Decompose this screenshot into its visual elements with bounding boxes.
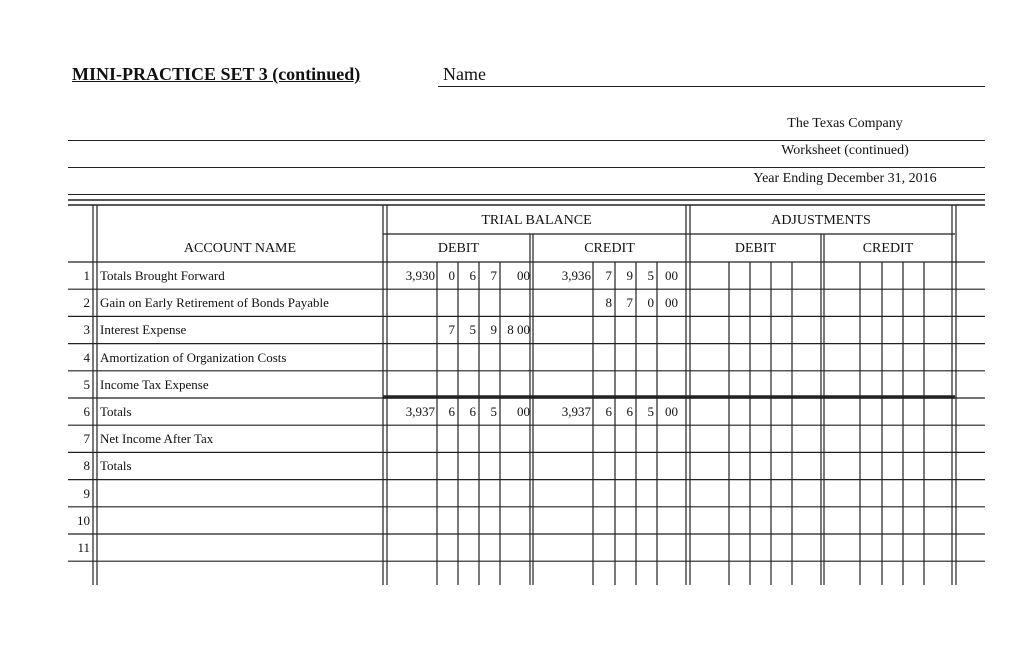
tb-debit-cents: 8 00 [507, 322, 530, 338]
tb-debit-digit: 6 [448, 404, 455, 419]
tb-credit-thousands: 3,936 [561, 268, 591, 283]
account-name: Net Income After Tax [100, 431, 214, 447]
tb-debit-cents: 00 [517, 404, 530, 419]
account-name: Income Tax Expense [100, 376, 209, 392]
tb-debit-digit: 9 [490, 322, 497, 338]
tb-credit-header: CREDIT [584, 241, 635, 256]
account-name: Gain on Early Retirement of Bonds Payable [100, 295, 329, 311]
tb-debit-thousands: 3,937 [405, 404, 435, 419]
row-number: 9 [83, 485, 90, 501]
row-number: 1 [83, 268, 90, 283]
tb-debit-thousands: 3,930 [405, 268, 435, 283]
row-number: 5 [83, 376, 90, 392]
row-number: 6 [83, 404, 90, 419]
tb-debit-digit: 5 [490, 404, 497, 419]
tb-credit-cents: 00 [665, 295, 678, 311]
tb-debit-header: DEBIT [437, 241, 480, 256]
account-name: Interest Expense [100, 322, 187, 338]
tb-credit-digit: 5 [647, 404, 654, 419]
period-label: Year Ending December 31, 2016 [753, 171, 937, 186]
tb-credit-digit: 6 [605, 404, 612, 419]
tb-credit-cents: 00 [665, 268, 678, 283]
tb-credit-thousands: 3,937 [561, 404, 591, 419]
account-name: Totals [100, 458, 132, 474]
tb-credit-digit: 7 [605, 268, 612, 283]
row-number: 2 [83, 295, 90, 311]
account-name-header: ACCOUNT NAME [183, 241, 297, 256]
tb-debit-digit: 7 [448, 322, 455, 338]
tb-credit-cents: 00 [665, 404, 678, 419]
adjustments-header: ADJUSTMENTS [771, 213, 871, 228]
tb-debit-cents: 00 [517, 268, 530, 283]
tb-debit-digit: 7 [490, 268, 497, 283]
row-number: 7 [83, 431, 90, 447]
tb-debit-digit: 5 [469, 322, 476, 338]
account-name: Totals Brought Forward [100, 268, 225, 283]
tb-debit-digit: 6 [469, 404, 476, 419]
account-name: Amortization of Organization Costs [100, 349, 287, 365]
tb-debit-digit: 0 [448, 268, 455, 283]
row-number: 3 [83, 322, 90, 338]
row-number: 8 [83, 458, 90, 474]
company-name: The Texas Company [787, 116, 903, 131]
tb-credit-digit: 0 [647, 295, 654, 311]
row-number: 10 [77, 512, 90, 528]
tb-debit-digit: 6 [469, 268, 476, 283]
adj-credit-header: CREDIT [862, 241, 914, 256]
document-title: Worksheet (continued) [781, 143, 909, 158]
row-number: 4 [83, 349, 90, 365]
page-title: MINI-PRACTICE SET 3 (continued) [72, 64, 361, 84]
tb-credit-digit: 8 [605, 295, 612, 311]
row-number: 11 [77, 540, 90, 555]
name-label: Name [443, 64, 486, 84]
tb-credit-digit: 5 [647, 268, 654, 283]
trial-balance-header: TRIAL BALANCE [481, 213, 592, 228]
tb-credit-digit: 6 [626, 404, 633, 419]
account-name: Totals [100, 404, 132, 419]
adj-debit-header: DEBIT [734, 241, 777, 256]
tb-credit-digit: 7 [626, 295, 633, 311]
tb-credit-digit: 9 [626, 268, 633, 283]
